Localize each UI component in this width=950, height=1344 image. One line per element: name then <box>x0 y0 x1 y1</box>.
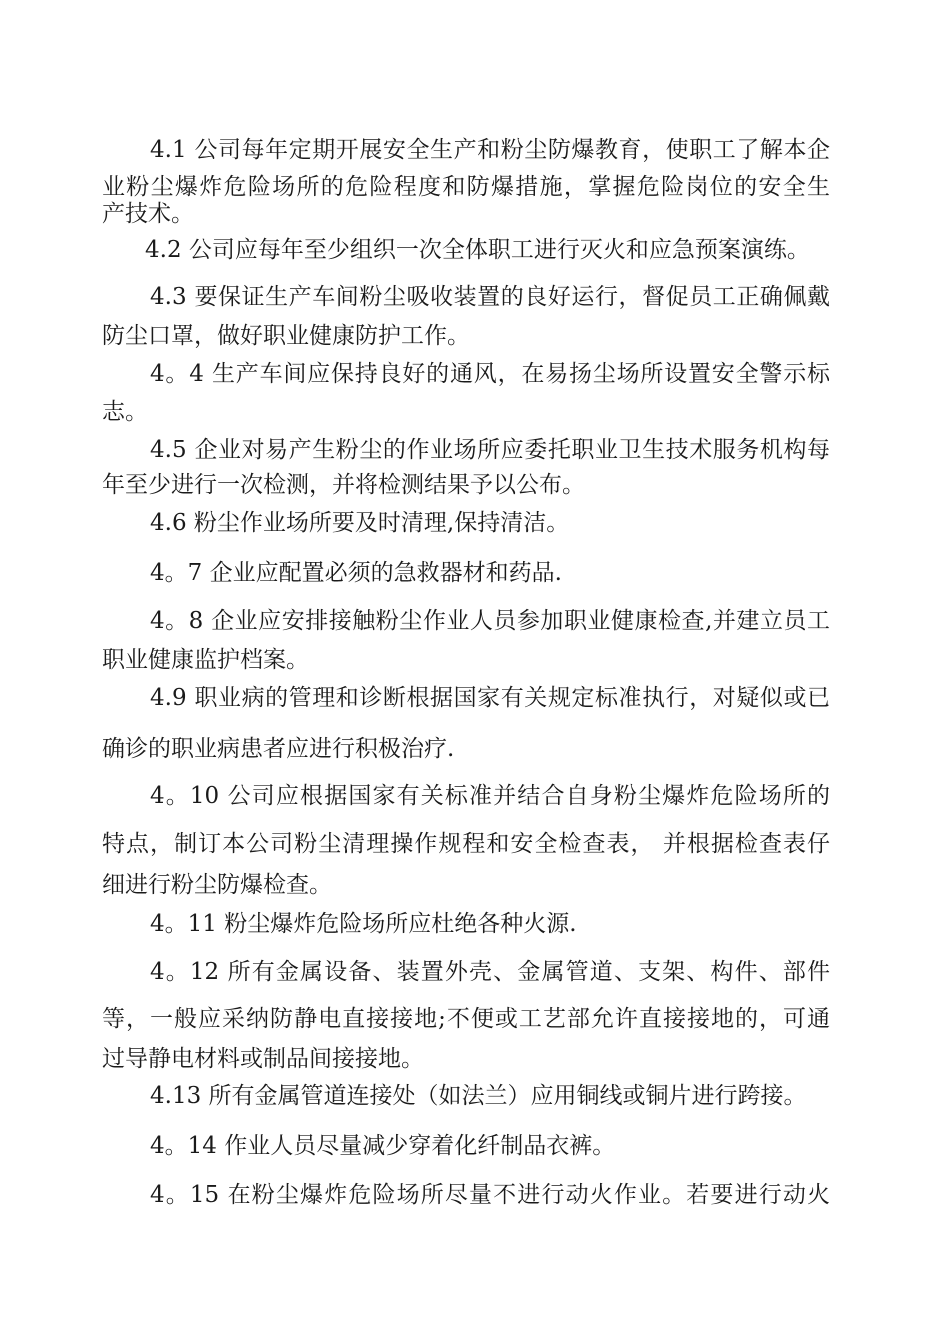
text-line: 特点，制订本公司粉尘清理操作规程和安全检查表， 并根据检查表仔 <box>102 831 830 857</box>
text-line: 4。15 在粉尘爆炸危险场所尽量不进行动火作业。若要进行动火 <box>150 1182 830 1208</box>
text-line: 4。12 所有金属设备、装置外壳、金属管道、支架、构件、部件 <box>150 959 830 985</box>
text-line: 4。8 企业应安排接触粉尘作业人员参加职业健康检查,并建立员工 <box>150 608 830 634</box>
text-line: 业粉尘爆炸危险场所的危险程度和防爆措施，掌握危险岗位的安全生 <box>102 174 830 200</box>
text-line: 过导静电材料或制品间接接地。 <box>102 1046 424 1072</box>
text-line: 4.6 粉尘作业场所要及时清理,保持清洁。 <box>150 510 570 536</box>
text-line: 职业健康监护档案。 <box>102 647 309 673</box>
text-line: 产技术。 <box>102 201 194 227</box>
text-line: 4.3 要保证生产车间粉尘吸收装置的良好运行，督促员工正确佩戴 <box>150 284 830 310</box>
text-line: 4.2 公司应每年至少组织一次全体职工进行灭火和应急预案演练。 <box>145 237 810 263</box>
text-line: 4。11 粉尘爆炸危险场所应杜绝各种火源. <box>150 911 577 937</box>
text-line: 4.1 公司每年定期开展安全生产和粉尘防爆教育，使职工了解本企 <box>150 137 830 163</box>
text-line: 等，一般应采纳防静电直接接地;不便或工艺部允许直接接地的，可通 <box>102 1006 830 1032</box>
text-line: 志。 <box>102 399 148 425</box>
text-line: 年至少进行一次检测，并将检测结果予以公布。 <box>102 472 585 498</box>
text-line: 4。14 作业人员尽量减少穿着化纤制品衣裤。 <box>150 1133 616 1159</box>
text-line: 防尘口罩，做好职业健康防护工作。 <box>102 323 470 349</box>
text-line: 4.5 企业对易产生粉尘的作业场所应委托职业卫生技术服务机构每 <box>150 437 830 463</box>
text-line: 4。4 生产车间应保持良好的通风，在易扬尘场所设置安全警示标 <box>150 361 830 387</box>
text-line: 确诊的职业病患者应进行积极治疗. <box>102 736 455 762</box>
text-line: 细进行粉尘防爆检查。 <box>102 872 332 898</box>
text-line: 4。7 企业应配置必须的急救器材和药品. <box>150 560 562 586</box>
text-line: 4。10 公司应根据国家有关标准并结合自身粉尘爆炸危险场所的 <box>150 783 830 809</box>
text-line: 4.9 职业病的管理和诊断根据国家有关规定标准执行，对疑似或已 <box>150 685 830 711</box>
text-line: 4.13 所有金属管道连接处（如法兰）应用铜线或铜片进行跨接。 <box>150 1083 807 1109</box>
